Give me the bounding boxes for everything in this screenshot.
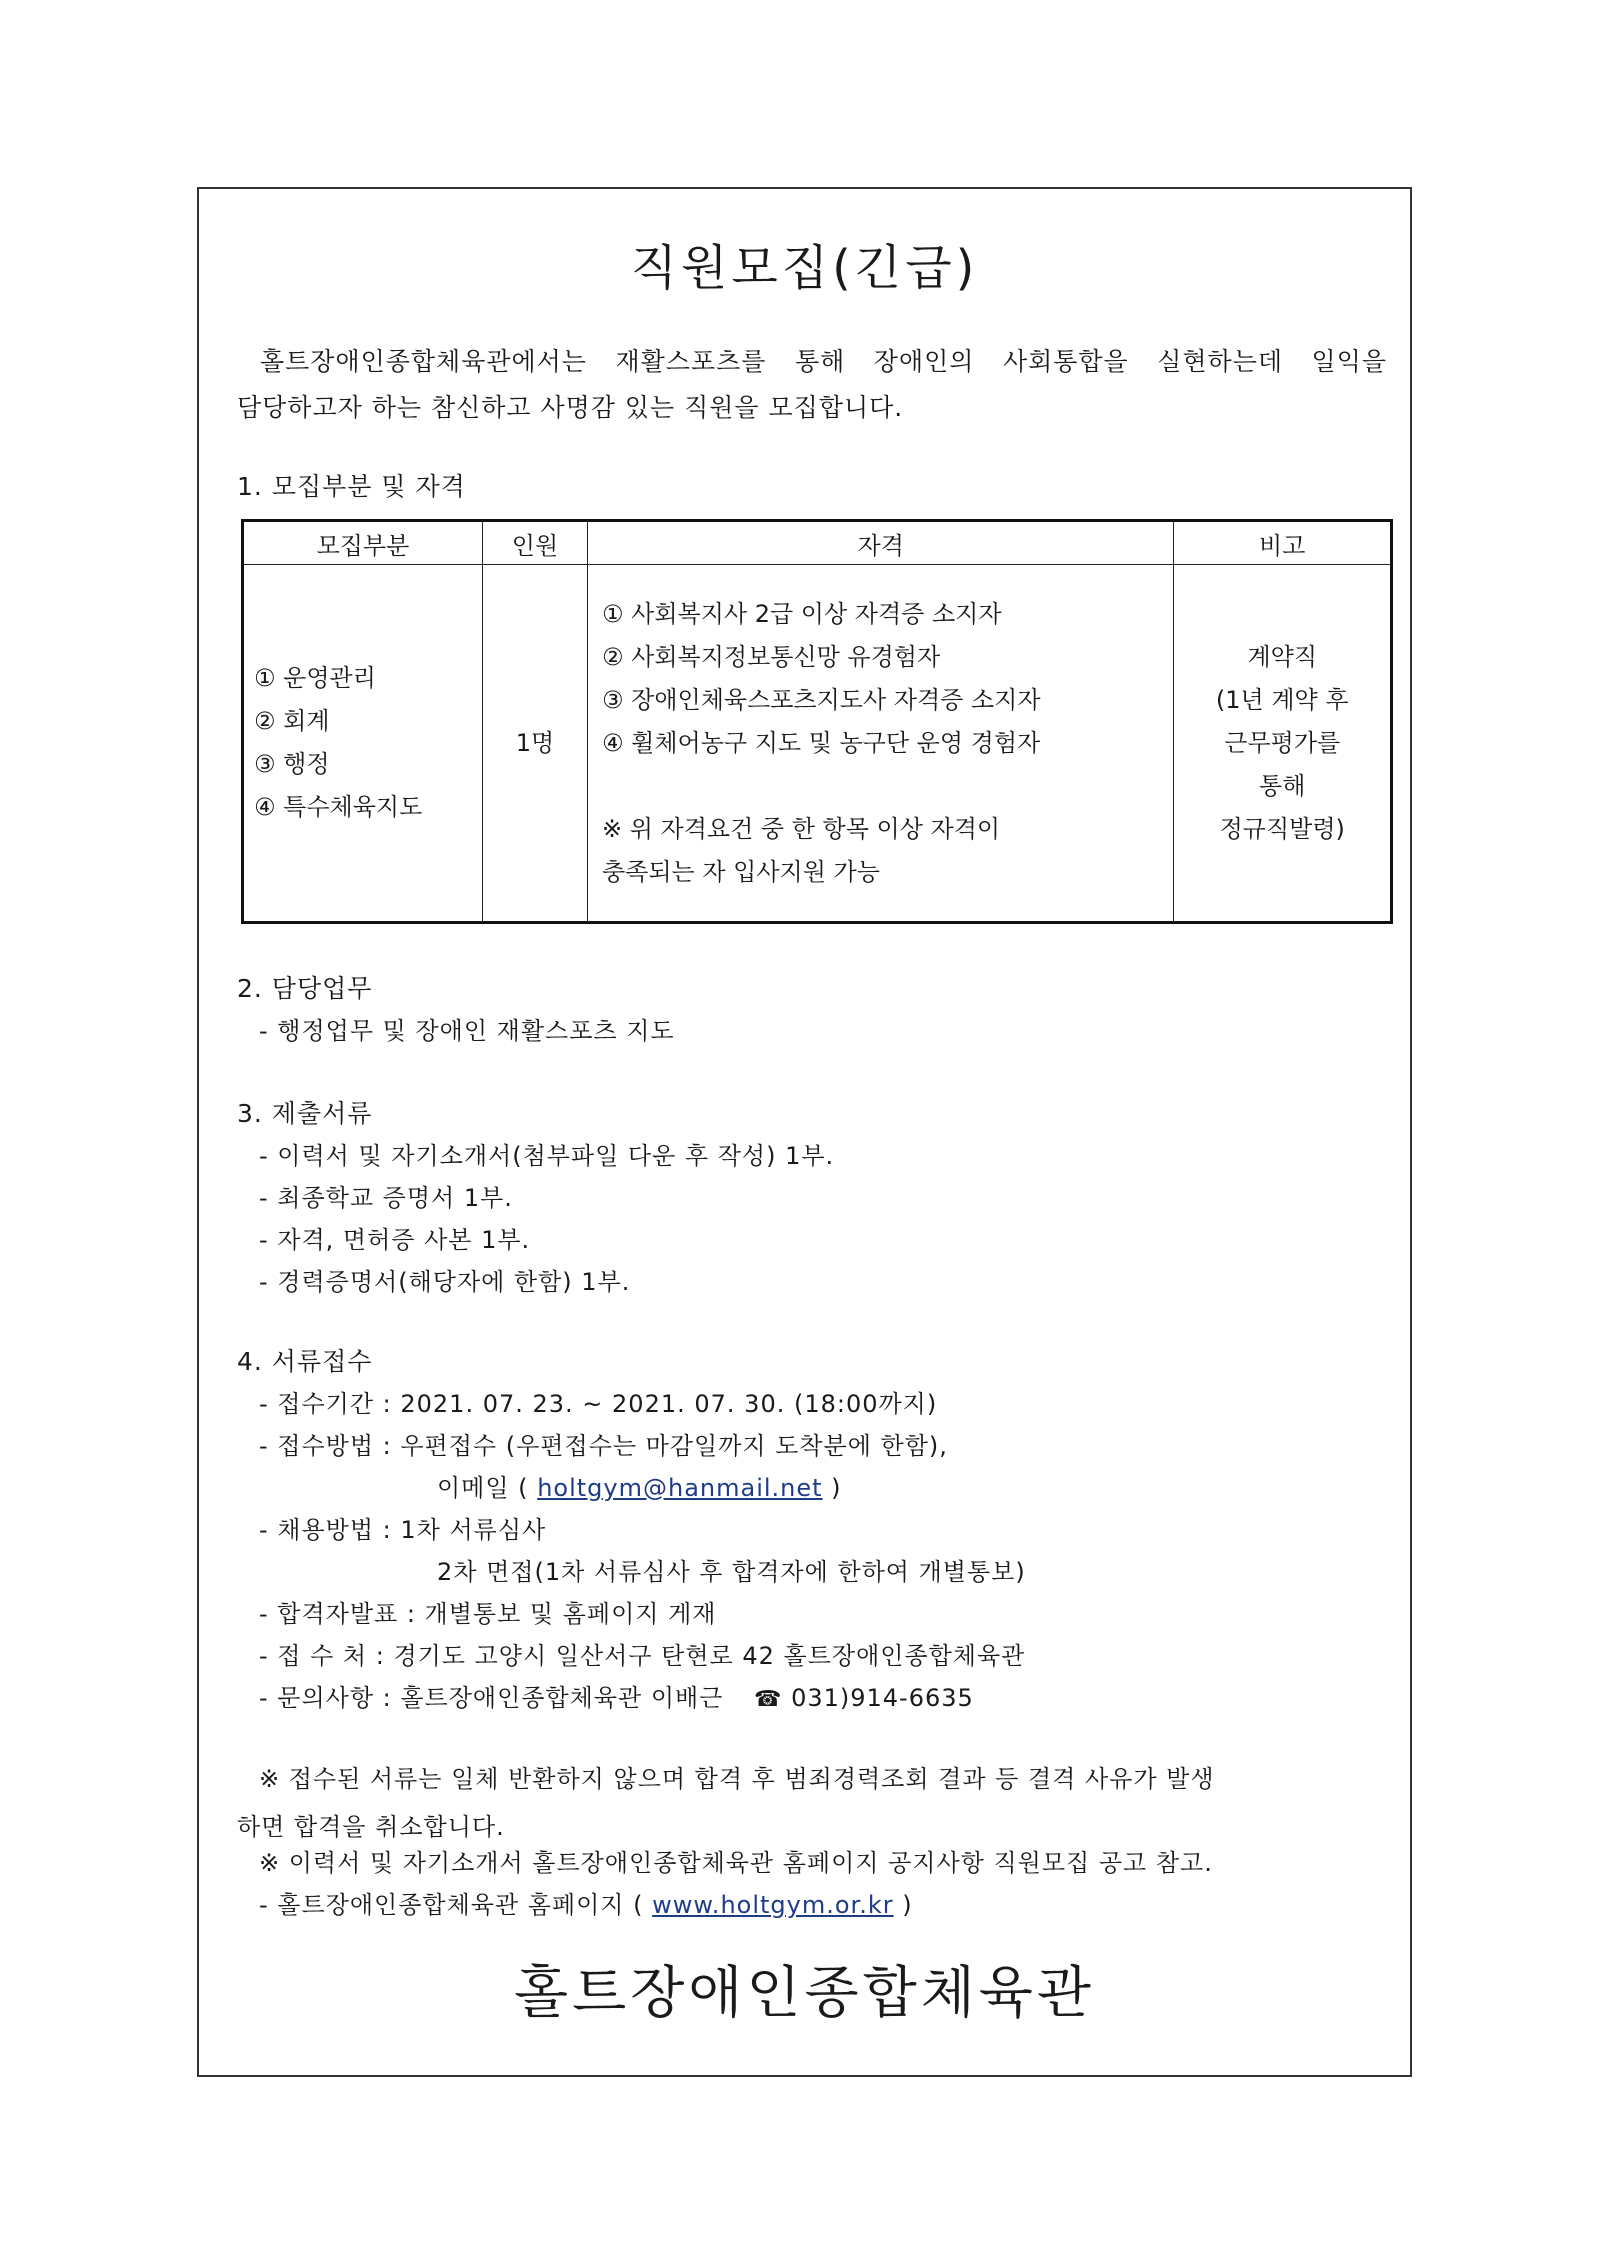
section2-heading: 2. 담당업무 <box>237 974 373 1003</box>
section3-heading: 3. 제출서류 <box>237 1099 373 1128</box>
email-link[interactable]: holtgym@hanmail.net <box>537 1474 823 1502</box>
contact-prefix: - 문의사항 : 홀트장애인종합체육관 이배근 <box>259 1684 724 1712</box>
homepage-prefix: - 홀트장애인종합체육관 홈페이지 ( <box>259 1891 653 1919</box>
field-cell <box>243 565 483 923</box>
email-line <box>437 1468 842 1503</box>
page-title: 직원모집(긴급) <box>630 240 979 296</box>
qualification-note: 충족되는 자 입사지원 가능 <box>602 857 880 886</box>
phone-number: 031)914-6635 <box>791 1684 974 1712</box>
duty-item: - 행정업무 및 장애인 재활스포츠 지도 <box>259 1017 675 1045</box>
note-1-line-2: 하면 합격을 취소합니다. <box>237 1813 505 1841</box>
email-suffix: ) <box>822 1474 842 1502</box>
homepage-line <box>259 1885 913 1920</box>
remarks-line: 근무평가를 <box>1224 728 1341 757</box>
field-item: ② 회계 <box>254 707 330 735</box>
header-remarks: 비고 <box>1174 521 1392 565</box>
organization-name: 홀트장애인종합체육관 <box>514 1961 1095 2026</box>
method-line: - 접수방법 : 우편접수 (우편접수는 마감일까지 도착분에 한함), <box>259 1432 948 1460</box>
note-1 <box>237 1759 1387 1842</box>
homepage-link[interactable]: www.holtgym.or.kr <box>652 1891 894 1919</box>
intro-line-2: 담당하고자 하는 참신하고 사명감 있는 직원을 모집합니다. <box>237 393 904 422</box>
header-field: 모집부분 <box>243 521 483 565</box>
remarks-cell <box>1174 565 1392 923</box>
section1-heading: 1. 모집부분 및 자격 <box>237 472 466 501</box>
document-item: - 최종학교 증명서 1부. <box>259 1184 513 1212</box>
note-1-line-1: ※ 접수된 서류는 일체 반환하지 않으며 합격 후 범죄경력조회 결과 등 결격 사유가 발생 <box>259 1765 1215 1793</box>
section4-heading: 4. 서류접수 <box>237 1347 373 1376</box>
field-item: ④ 특수체육지도 <box>254 793 423 821</box>
qualification-note: ※ 위 자격요건 중 한 항목 이상 자격이 <box>602 814 1001 843</box>
qualification-item: ③ 장애인체육스포츠지도사 자격증 소지자 <box>602 685 1041 714</box>
notice-frame <box>197 187 1412 2077</box>
intro-line-1: 홀트장애인종합체육관에서는 재활스포츠를 통해 장애인의 사회통합을 실현하는데 일익을 <box>260 347 1387 376</box>
phone-icon: ☎ <box>754 1687 783 1712</box>
remarks-line: 정규직발령) <box>1219 814 1345 843</box>
period-line: - 접수기간 : 2021. 07. 23. ~ 2021. 07. 30. (18:00까지) <box>259 1390 938 1418</box>
requirements-table <box>241 519 1393 924</box>
email-prefix: 이메일 ( <box>437 1474 538 1502</box>
hire-line-2: 2차 면접(1차 서류심사 후 합격자에 한하여 개별통보) <box>437 1558 1026 1586</box>
contact-line <box>259 1678 974 1713</box>
qualification-cell <box>588 565 1174 923</box>
document-item: - 경력증명서(해당자에 한함) 1부. <box>259 1268 631 1296</box>
remarks-line: 계약직 <box>1247 642 1318 671</box>
qualification-item: ② 사회복지정보통신망 유경험자 <box>602 642 941 671</box>
table-row <box>243 565 1392 923</box>
intro-paragraph <box>237 339 1387 431</box>
header-qualification: 자격 <box>588 521 1174 565</box>
field-item: ③ 행정 <box>254 750 330 778</box>
spacer <box>602 765 1173 808</box>
announce-line: - 합격자발표 : 개별통보 및 홈페이지 게재 <box>259 1600 717 1628</box>
header-count: 인원 <box>482 521 587 565</box>
field-item: ① 운영관리 <box>254 664 376 692</box>
remarks-line: 통해 <box>1259 771 1306 800</box>
remarks-line: (1년 계약 후 <box>1215 685 1349 714</box>
document-item: - 이력서 및 자기소개서(첨부파일 다운 후 작성) 1부. <box>259 1142 835 1170</box>
hire-line-1: - 채용방법 : 1차 서류심사 <box>259 1516 547 1544</box>
address-line: - 접 수 처 : 경기도 고양시 일산서구 탄현로 42 홀트장애인종합체육관 <box>259 1642 1026 1670</box>
table-header-row <box>243 521 1392 565</box>
qualification-item: ① 사회복지사 2급 이상 자격증 소지자 <box>602 599 1002 628</box>
document-item: - 자격, 면허증 사본 1부. <box>259 1226 531 1254</box>
count-cell: 1명 <box>482 565 587 923</box>
homepage-suffix: ) <box>893 1891 913 1919</box>
note-2: ※ 이력서 및 자기소개서 홀트장애인종합체육관 홈페이지 공지사항 직원모집 공고 참고. <box>259 1849 1213 1877</box>
qualification-item: ④ 휠체어농구 지도 및 농구단 운영 경험자 <box>602 728 1041 757</box>
